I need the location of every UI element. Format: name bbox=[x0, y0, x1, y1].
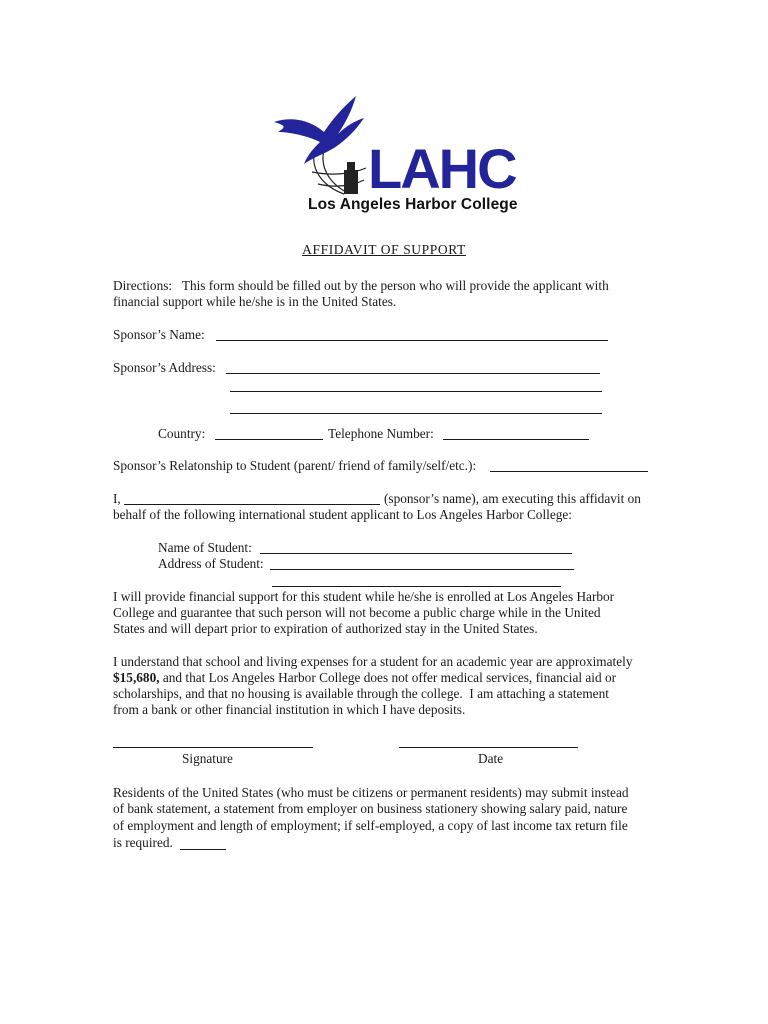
date-label: Date bbox=[478, 751, 504, 766]
lahc-logo-mark-icon bbox=[272, 92, 516, 202]
logo-lettering: LAHC bbox=[368, 137, 516, 200]
sponsor-name-field[interactable] bbox=[216, 340, 608, 341]
sponsor-address-field-1[interactable] bbox=[226, 373, 600, 374]
student-name-field[interactable] bbox=[260, 553, 572, 554]
date-field[interactable] bbox=[399, 747, 578, 748]
support-line-2: College and guarantee that such person will not become a public charge while in the United bbox=[113, 605, 601, 620]
country-label: Country: bbox=[158, 426, 206, 441]
form-title: AFFIDAVIT OF SUPPORT bbox=[302, 242, 466, 257]
support-line-1: I will provide financial support for this student while he/she is enrolled at Los Angeles Harbor bbox=[113, 589, 615, 604]
relationship-field[interactable] bbox=[490, 471, 648, 472]
directions-line-2: financial support while he/she is in the United States. bbox=[113, 294, 397, 309]
sponsor-address-label: Sponsor’s Address: bbox=[113, 360, 216, 375]
relationship-label: Sponsor’s Relatonship to Student (parent/ friend of family/self/etc.): bbox=[113, 458, 477, 473]
country-field[interactable] bbox=[215, 439, 323, 440]
student-address-label: Address of Student: bbox=[158, 556, 264, 571]
telephone-field[interactable] bbox=[443, 439, 589, 440]
expenses-line-2: $15,680, and that Los Angeles Harbor College does not offer medical services, financial aid or bbox=[113, 670, 617, 685]
affidavit-suffix: (sponsor’s name), am executing this affidavit on bbox=[384, 491, 641, 506]
expenses-line-4: from a bank or other financial institution in which I have deposits. bbox=[113, 702, 466, 717]
expenses-line-1: I understand that school and living expenses for a student for an academic year are approximately bbox=[113, 654, 633, 669]
residents-line-4: is required. bbox=[113, 835, 173, 850]
signature-label: Signature bbox=[182, 751, 233, 766]
sponsor-address-field-3[interactable] bbox=[230, 413, 602, 414]
student-address-field-2[interactable] bbox=[272, 586, 561, 587]
college-logo bbox=[272, 92, 516, 218]
affidavit-line-2: behalf of the following international student applicant to Los Angeles Harbor College: bbox=[113, 507, 572, 522]
residents-line-1: Residents of the United States (who must be citizens or permanent residents) may submit instead bbox=[113, 785, 629, 800]
residents-line-2: of bank statement, a statement from employer on business stationery showing salary paid, nature bbox=[113, 801, 628, 816]
affidavit-prefix: I, bbox=[113, 491, 121, 506]
expenses-line-3: scholarships, and that no housing is available through the college. I am attaching a statement bbox=[113, 686, 609, 701]
support-line-3: States and will depart prior to expiration of authorized stay in the United States. bbox=[113, 621, 538, 636]
student-address-field-1[interactable] bbox=[270, 569, 574, 570]
directions-line-1: Directions: This form should be filled out by the person who will provide the applicant with bbox=[113, 278, 609, 293]
student-name-label: Name of Student: bbox=[158, 540, 252, 555]
college-name: Los Angeles Harbor College bbox=[308, 196, 518, 213]
residents-line-3: of employment and length of employment; if self-employed, a copy of last income tax return file bbox=[113, 818, 628, 833]
telephone-label: Telephone Number: bbox=[328, 426, 434, 441]
expense-amount: $15,680, bbox=[113, 670, 160, 685]
residents-confirmation-field[interactable] bbox=[180, 849, 226, 850]
sponsor-address-field-2[interactable] bbox=[230, 391, 602, 392]
signature-field[interactable] bbox=[113, 747, 313, 748]
affidavit-sponsor-name-field[interactable] bbox=[124, 504, 380, 505]
sponsor-name-label: Sponsor’s Name: bbox=[113, 327, 205, 342]
